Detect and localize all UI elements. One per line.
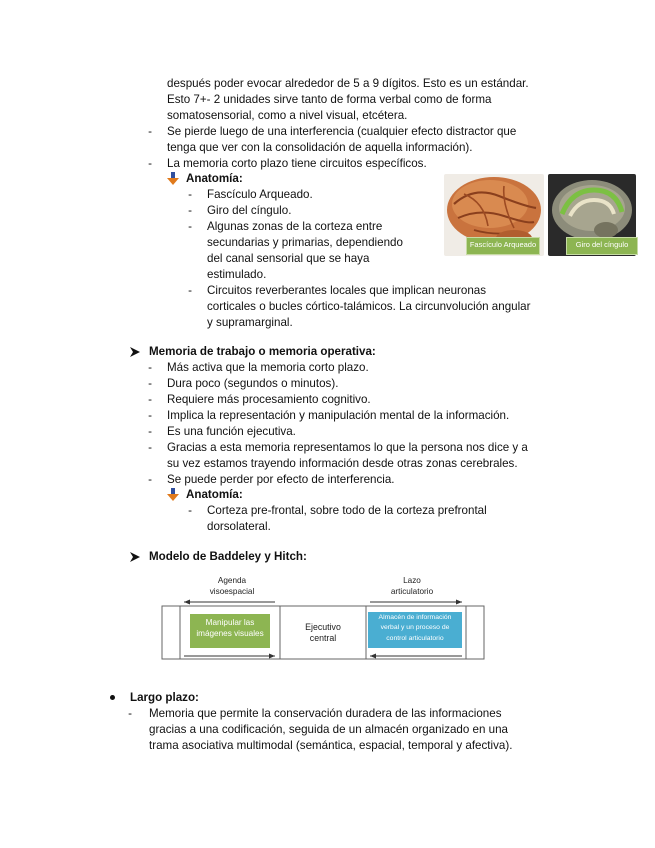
- intro-line-3: somatosensorial, como a nivel visual, etcétera.: [167, 109, 408, 122]
- round-bullet: [110, 695, 115, 700]
- dash-bullet: -: [128, 707, 132, 720]
- green-box: [190, 614, 270, 648]
- figure-label: Giro del cíngulo: [566, 237, 638, 255]
- anatomia-item: Giro del cíngulo.: [207, 204, 292, 217]
- dash-bullet: -: [148, 125, 152, 138]
- trabajo-item: Más activa que la memoria corto plazo.: [167, 361, 369, 374]
- section-title: Memoria de trabajo o memoria operativa:: [149, 345, 376, 358]
- dash-bullet: -: [148, 361, 152, 374]
- section-title: Modelo de Baddeley y Hitch:: [149, 550, 307, 563]
- intro-line-1: después poder evocar alrededor de 5 a 9 dígitos. Esto es un estándar.: [167, 77, 529, 90]
- anatomia-item: corticales o bucles córtico-talámicos. La circunvolución angular: [207, 300, 531, 313]
- bullet-text: La memoria corto plazo tiene circuitos específicos.: [167, 157, 427, 170]
- bullet-text: Se pierde luego de una interferencia (cualquier efecto distractor que: [167, 125, 517, 138]
- arrow-bullet-icon: [130, 347, 140, 357]
- anatomia-item: estimulado.: [207, 268, 267, 281]
- anatomia-item: Algunas zonas de la corteza entre: [207, 220, 383, 233]
- blue-box-text-3: control articulatorio: [386, 635, 444, 642]
- blue-box-text-2: verbal y un proceso de: [380, 624, 450, 631]
- anatomia-item: del canal sensorial que se haya: [207, 252, 370, 265]
- anatomia-item: Circuitos reverberantes locales que implican neuronas: [207, 284, 487, 297]
- anatomia-label: Anatomía:: [186, 172, 243, 185]
- trabajo-item: Implica la representación y manipulación mental de la información.: [167, 409, 510, 422]
- dash-bullet: -: [148, 473, 152, 486]
- dash-bullet: -: [148, 157, 152, 170]
- dash-bullet: -: [188, 204, 192, 217]
- anatomia-item: y supramarginal.: [207, 316, 293, 329]
- agenda-label-1: Agenda: [217, 576, 247, 585]
- dash-bullet: -: [148, 409, 152, 422]
- figure-label: Fascículo Arqueado: [466, 237, 540, 255]
- trabajo-item: Se puede perder por efecto de interferencia.: [167, 473, 395, 486]
- green-box-text-2: imágenes visuales: [196, 629, 264, 638]
- agenda-label-2: visoespacial: [209, 587, 255, 596]
- dash-bullet: -: [148, 377, 152, 390]
- trabajo-item: Dura poco (segundos o minutos).: [167, 377, 339, 390]
- green-box-text-1: Manipular las: [205, 618, 255, 627]
- ejecutivo-label-1: Ejecutivo: [305, 622, 341, 632]
- blue-box: [368, 612, 462, 648]
- lazo-label-1: Lazo: [403, 576, 421, 585]
- dash-bullet: -: [188, 220, 192, 233]
- largo-line: trama asociativa multimodal (semántica, espacial, temporal y afectiva).: [149, 739, 513, 752]
- largo-line: gracias a una codificación, seguida de un almacén organizado en una: [149, 723, 509, 736]
- baddeley-diagram: [160, 574, 486, 662]
- section-title: Largo plazo:: [130, 691, 199, 704]
- ejecutivo-label-2: central: [309, 633, 337, 643]
- dash-bullet: -: [148, 393, 152, 406]
- lazo-label-2: articulatorio: [390, 587, 434, 596]
- trabajo-item: Gracias a esta memoria representamos lo que la persona nos dice y a: [167, 441, 528, 454]
- blue-box-text-1: Almacén de información: [378, 614, 452, 621]
- dash-bullet: -: [148, 425, 152, 438]
- anatomia-item: dorsolateral.: [207, 520, 271, 533]
- down-arrow-icon: [167, 172, 179, 186]
- dash-bullet: -: [188, 504, 192, 517]
- largo-line: Memoria que permite la conservación duradera de las informaciones: [149, 707, 502, 720]
- anatomia-item: Corteza pre-frontal, sobre todo de la corteza prefrontal: [207, 504, 487, 517]
- dash-bullet: -: [188, 284, 192, 297]
- anatomia-label: Anatomía:: [186, 488, 243, 501]
- arrow-bullet-icon: [130, 552, 140, 562]
- intro-line-2: Esto 7+- 2 unidades sirve tanto de forma verbal como de forma: [167, 93, 492, 106]
- dash-bullet: -: [188, 188, 192, 201]
- dash-bullet: -: [148, 441, 152, 454]
- down-arrow-icon: [167, 488, 179, 502]
- trabajo-item: Requiere más procesamiento cognitivo.: [167, 393, 371, 406]
- anatomia-item: secundarias y primarias, dependiendo: [207, 236, 403, 249]
- anatomia-item: Fascículo Arqueado.: [207, 188, 313, 201]
- trabajo-item: Es una función ejecutiva.: [167, 425, 296, 438]
- bullet-text: tenga que ver con la consolidación de aquella información).: [167, 141, 473, 154]
- trabajo-item: su vez estamos trayendo información desde otras zonas cerebrales.: [167, 457, 518, 470]
